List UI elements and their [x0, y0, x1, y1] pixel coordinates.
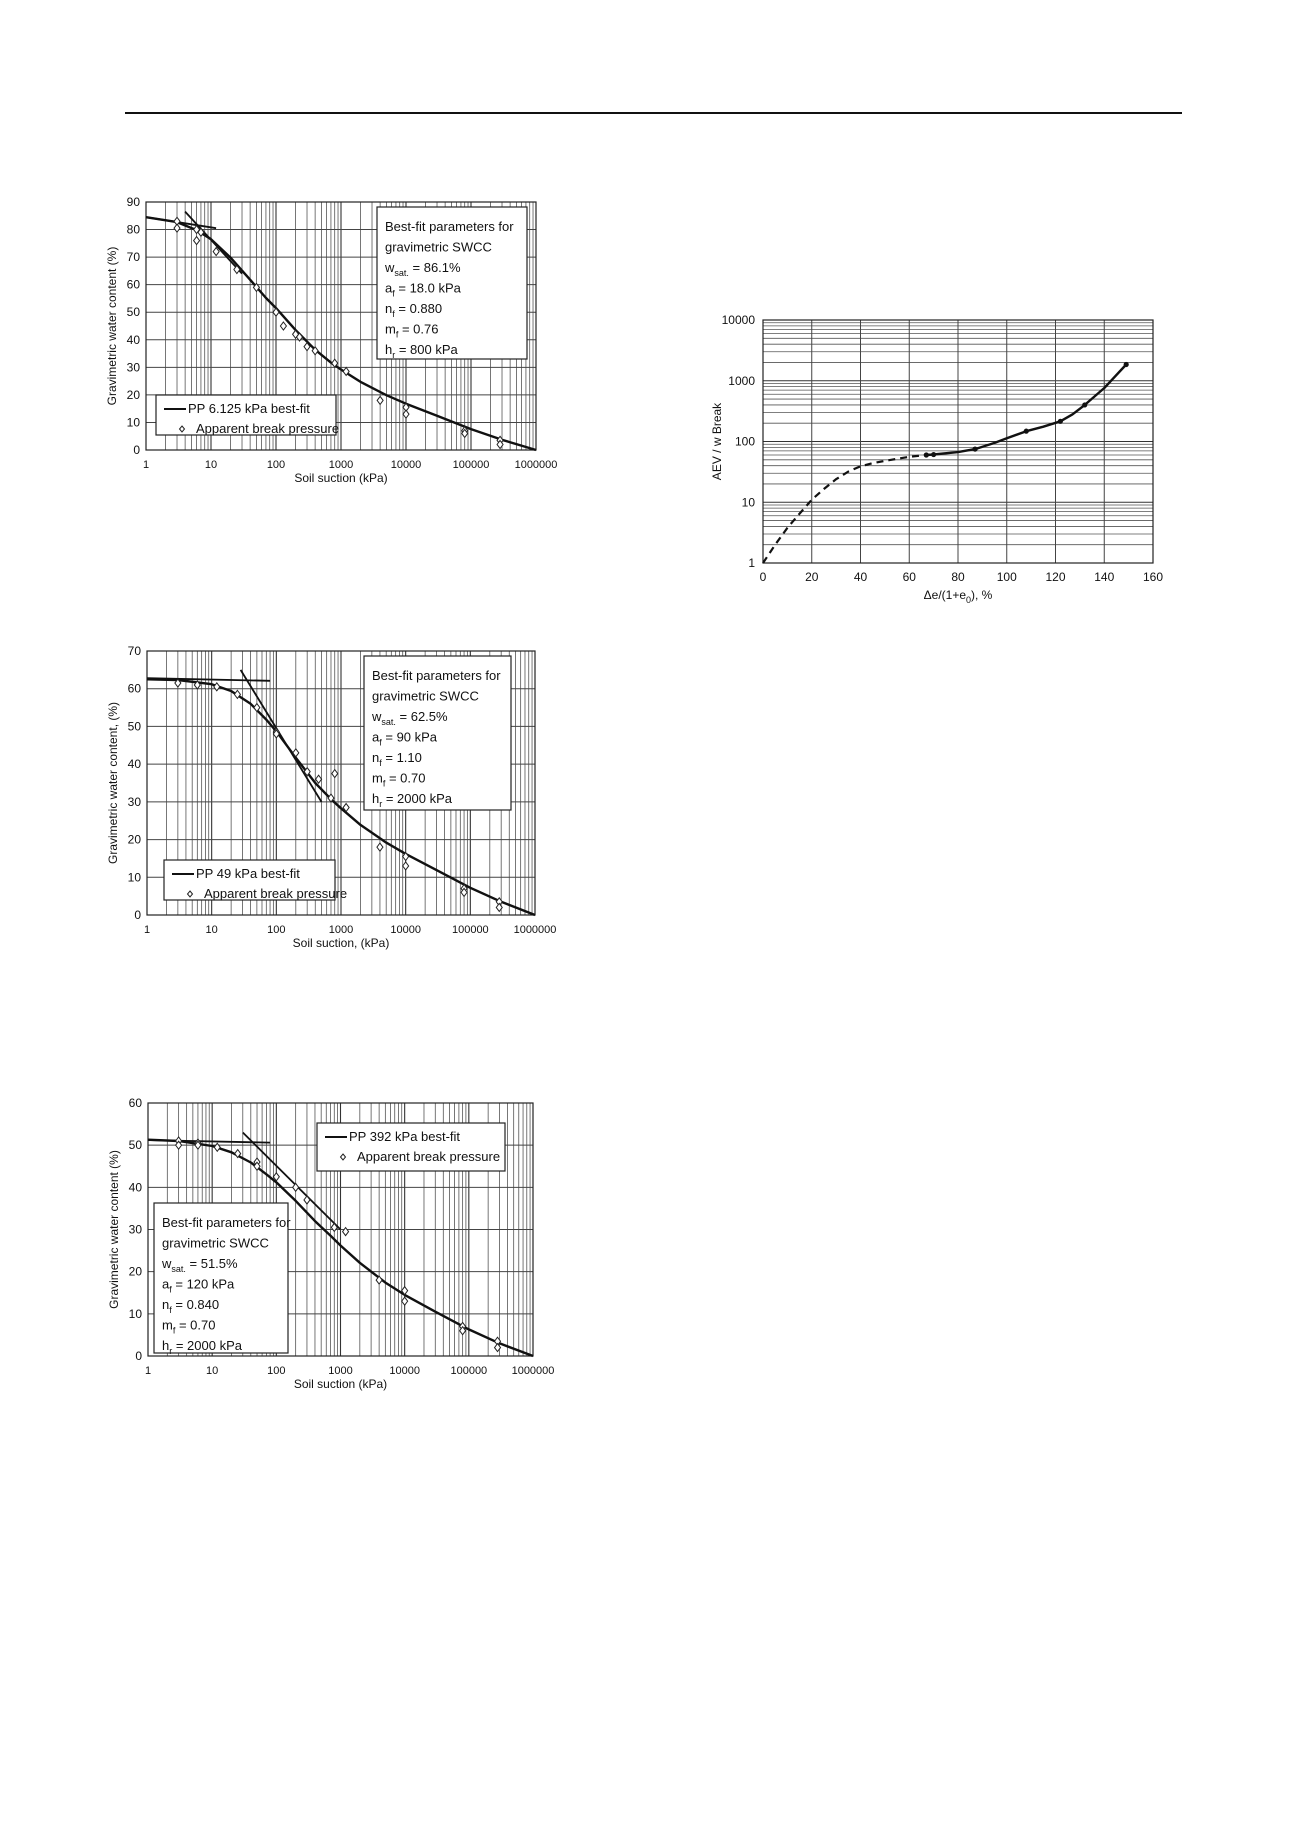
- x-tick-label: 1000: [328, 924, 354, 936]
- legend-label-break-pressure: Apparent break pressure: [204, 886, 348, 901]
- x-axis-label: Soil suction (kPa): [294, 471, 388, 485]
- text-subscript: f: [392, 309, 395, 319]
- x-tick-label: 60: [902, 570, 916, 584]
- text-part: w: [372, 709, 382, 724]
- text-subscript: f: [169, 1305, 172, 1315]
- x-axis-label: Soil suction (kPa): [293, 1377, 388, 1391]
- data-point: [332, 770, 338, 778]
- text-part: = 0.70: [175, 1317, 216, 1333]
- text-subscript: f: [379, 737, 382, 748]
- x-tick-label: 120: [1045, 570, 1066, 584]
- y-tick-label: 60: [128, 1096, 142, 1110]
- x-tick-label: 1000000: [514, 459, 558, 471]
- tangent-line: [146, 217, 216, 228]
- params-title: Best-fit parameters for: [372, 668, 501, 683]
- y-tick-label: 20: [127, 832, 141, 847]
- x-tick-label: 1000: [328, 459, 354, 471]
- text-part: h: [162, 1338, 170, 1353]
- x-tick-label: 80: [951, 570, 965, 584]
- y-tick-label: 10: [126, 415, 140, 430]
- y-axis-label: Gravimetric water content, (%): [106, 701, 120, 865]
- x-tick-label: 160: [1142, 570, 1164, 584]
- text-subscript: 0: [966, 595, 972, 605]
- params-title: Best-fit parameters for: [385, 219, 514, 234]
- data-point: [403, 862, 409, 870]
- x-tick-label: 10: [206, 1365, 219, 1377]
- y-tick-label: 40: [128, 1180, 142, 1195]
- y-tick-label: 10000: [721, 313, 755, 327]
- y-tick-label: 50: [126, 305, 140, 320]
- x-tick-label: 40: [853, 570, 868, 584]
- x-tick-label: 10000: [390, 924, 421, 936]
- data-point: [1124, 362, 1129, 367]
- y-tick-label: 80: [126, 222, 140, 237]
- x-tick-label: 10: [204, 459, 218, 471]
- y-axis-label: Gravimetric water content (%): [105, 246, 119, 406]
- swcc-chart-pp-49: [106, 640, 680, 1015]
- data-point: [280, 322, 286, 330]
- text-part: w: [385, 260, 395, 275]
- y-tick-label: 0: [133, 443, 140, 457]
- y-tick-label: 0: [134, 908, 141, 922]
- x-tick-label: 1000000: [513, 924, 557, 936]
- text-part: n: [162, 1297, 170, 1312]
- swcc-chart-pp-6: [105, 195, 680, 550]
- data-point: [403, 410, 409, 418]
- x-tick-label: 1000000: [511, 1365, 555, 1377]
- data-point: [194, 237, 200, 245]
- text-subscript: sat.: [381, 717, 396, 727]
- text-part: a: [372, 729, 380, 745]
- text-part: n: [372, 750, 380, 765]
- data-point: [316, 775, 322, 783]
- x-tick-label: 10000: [389, 1365, 420, 1377]
- data-point: [377, 396, 383, 404]
- x-tick-label: 1: [144, 1365, 152, 1377]
- legend-label-break-pressure: Apparent break pressure: [357, 1149, 501, 1164]
- x-tick-label: 100000: [451, 924, 489, 936]
- x-tick-label: 1: [142, 459, 150, 471]
- text-part: ), %: [971, 588, 993, 602]
- text-part: = 0.880: [394, 301, 443, 316]
- text-subscript: r: [392, 350, 396, 360]
- y-tick-label: 90: [126, 195, 140, 209]
- x-tick-label: 0: [759, 570, 767, 584]
- x-tick-label: 1: [143, 924, 151, 936]
- x-tick-label: 100: [996, 570, 1017, 584]
- text-part: = 0.76: [398, 321, 439, 337]
- data-point: [214, 1143, 220, 1151]
- y-tick-label: 100: [734, 434, 755, 449]
- y-tick-label: 0: [135, 1349, 142, 1363]
- legend-label-best-fit: PP 49 kPa best-fit: [196, 866, 300, 881]
- text-part: = 2000 kPa: [172, 1338, 242, 1353]
- y-tick-label: 50: [128, 1138, 142, 1153]
- x-tick-label: 1000: [328, 1365, 353, 1377]
- text-subscript: sat.: [394, 268, 409, 278]
- data-point: [293, 1183, 299, 1191]
- params-title: Best-fit parameters for: [162, 1215, 291, 1230]
- text-part: = 51.5%: [185, 1256, 238, 1271]
- header-rule: [125, 112, 1182, 114]
- swcc-chart-pp-392: [107, 1096, 680, 1458]
- text-part: = 1.10: [381, 750, 422, 765]
- y-axis-label: AEV / w Break: [710, 402, 724, 481]
- text-part: = 62.5%: [395, 709, 448, 724]
- text-part: = 86.1%: [408, 260, 461, 275]
- text-part: = 0.70: [385, 770, 426, 786]
- y-tick-label: 30: [128, 1222, 142, 1237]
- y-tick-label: 10: [127, 870, 141, 885]
- text-subscript: r: [379, 799, 383, 809]
- params-title: gravimetric SWCC: [372, 688, 479, 704]
- text-part: = 2000 kPa: [382, 791, 452, 806]
- y-tick-label: 70: [126, 250, 140, 265]
- x-tick-label: 100000: [452, 459, 490, 471]
- x-tick-label: 100: [267, 1365, 286, 1377]
- text-subscript: sat.: [171, 1264, 186, 1274]
- text-part: w: [162, 1256, 172, 1271]
- y-tick-label: 10: [128, 1306, 142, 1321]
- data-point: [343, 1228, 349, 1236]
- params-title: gravimetric SWCC: [385, 239, 492, 255]
- text-part: = 18.0 kPa: [394, 280, 461, 296]
- x-tick-label: 20: [805, 570, 819, 584]
- text-part: Δe/(1+e: [923, 588, 967, 602]
- legend-label-best-fit: PP 392 kPa best-fit: [349, 1129, 461, 1144]
- text-part: n: [385, 301, 393, 316]
- tangent-line: [241, 670, 322, 802]
- data-point: [1058, 419, 1063, 424]
- x-tick-label: 10: [205, 924, 218, 936]
- text-subscript: r: [169, 1346, 173, 1356]
- data-point: [377, 843, 383, 851]
- text-part: a: [162, 1276, 170, 1292]
- text-subscript: f: [379, 758, 382, 768]
- text-subscript: f: [392, 288, 395, 299]
- text-subscript: f: [169, 1284, 172, 1295]
- legend-label-break-pressure: Apparent break pressure: [196, 421, 340, 436]
- y-axis-label: Gravimetric water content (%): [107, 1150, 121, 1309]
- text-part: = 800 kPa: [395, 342, 458, 357]
- data-point: [174, 224, 180, 232]
- y-tick-label: 40: [127, 757, 141, 772]
- legend-label-best-fit: PP 6.125 kPa best-fit: [188, 401, 310, 416]
- x-tick-label: 140: [1094, 570, 1115, 584]
- y-tick-label: 1000: [728, 373, 755, 388]
- data-point: [972, 446, 977, 451]
- y-tick-label: 40: [126, 332, 140, 347]
- y-tick-label: 50: [127, 719, 141, 734]
- x-tick-label: 10000: [390, 459, 422, 471]
- text-part: = 90 kPa: [381, 729, 438, 745]
- params-title: gravimetric SWCC: [162, 1235, 269, 1251]
- x-axis-label: [924, 588, 993, 605]
- tangent-line: [185, 212, 242, 274]
- x-axis-label: Soil suction, (kPa): [292, 936, 390, 950]
- text-part: m: [372, 770, 383, 786]
- text-part: h: [385, 342, 393, 357]
- y-tick-label: 30: [126, 360, 140, 375]
- text-part: h: [372, 791, 380, 806]
- data-point: [931, 452, 936, 457]
- data-point: [1082, 402, 1087, 407]
- y-tick-label: 60: [126, 277, 140, 292]
- text-part: m: [385, 321, 396, 337]
- trend-line-dashed: [763, 455, 926, 563]
- y-tick-label: 10: [741, 495, 755, 510]
- text-subscript: f: [382, 778, 386, 789]
- data-point: [254, 704, 260, 712]
- data-point: [924, 452, 929, 457]
- text-part: = 0.840: [171, 1297, 220, 1312]
- y-tick-label: 20: [126, 387, 140, 402]
- x-tick-label: 100: [266, 459, 286, 471]
- y-tick-label: 70: [127, 644, 141, 658]
- x-tick-label: 100000: [450, 1365, 488, 1377]
- text-part: m: [162, 1317, 173, 1333]
- text-part: = 120 kPa: [171, 1276, 235, 1292]
- text-subscript: f: [172, 1325, 176, 1336]
- aev-ratio-chart: [670, 300, 1230, 665]
- data-point: [1024, 429, 1029, 434]
- data-point: [402, 1297, 408, 1305]
- y-tick-label: 1: [748, 556, 755, 570]
- text-part: a: [385, 280, 393, 296]
- y-tick-label: 30: [127, 794, 141, 809]
- text-subscript: f: [395, 329, 399, 340]
- y-tick-label: 20: [128, 1264, 142, 1279]
- y-tick-label: 60: [127, 681, 141, 696]
- x-tick-label: 100: [267, 924, 286, 936]
